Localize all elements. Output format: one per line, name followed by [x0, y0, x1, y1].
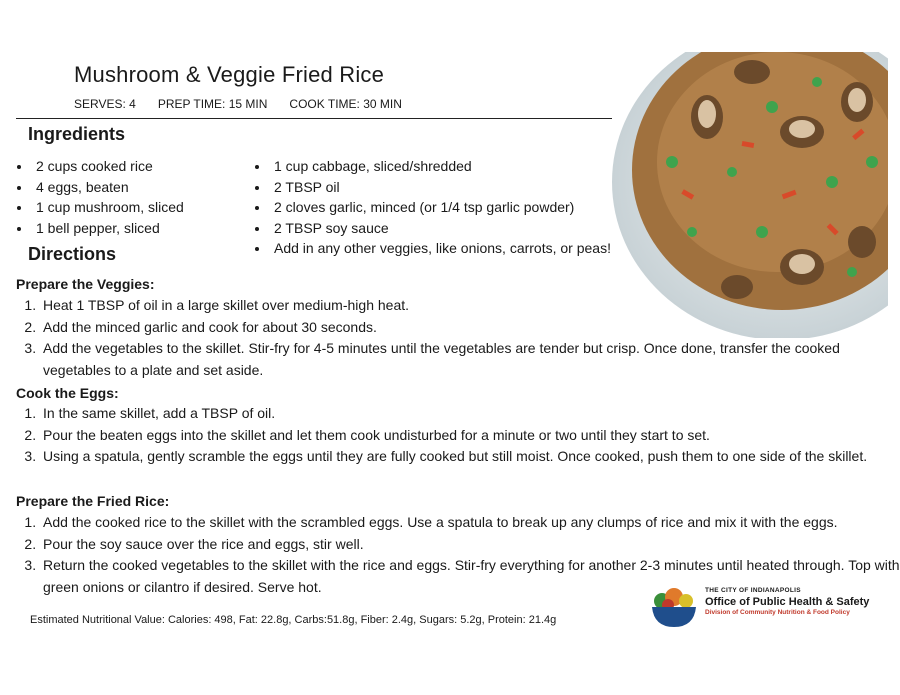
ingredients-list-right [254, 156, 660, 259]
list-item: 2. Pour the beaten eggs into the skillet and let them cook undisturbed for a minute or two until they start to set. [40, 425, 900, 447]
list-item: • 1 cup mushroom, sliced [32, 197, 262, 218]
city-logo [705, 587, 869, 616]
list-item: • 2 TBSP soy sauce [270, 218, 660, 239]
list-item: 2. Pour the soy sauce over the rice and eggs, stir well. [40, 534, 900, 556]
list-item: 3. Using a spatula, gently scramble the eggs until they are fully cooked but still moist. Once cooked, push them to one side of the skillet. [40, 446, 900, 468]
list-item: 3. Return the cooked vegetables to the skillet with the rice and eggs. Stir-fry everything for another 2-3 minutes until heated through. Top with green onions or cilantro if desired. Serve hot. [40, 555, 900, 598]
list-item: 1. Heat 1 TBSP of oil in a large skillet over medium-high heat. [40, 295, 880, 317]
list-item: • 2 cups cooked rice [32, 156, 262, 177]
city-logo-bowl-icon [648, 583, 700, 629]
list-item: • 2 TBSP oil [270, 177, 660, 198]
list-item: 1. Add the cooked rice to the skillet with the scrambled eggs. Use a spatula to break up any clumps of rice and mix it with the eggs. [40, 512, 900, 534]
logo-line-1: THE CITY OF INDIANAPOLIS [705, 587, 801, 594]
recipe-meta [74, 97, 402, 111]
steps-fried-rice [18, 512, 900, 598]
section-title: Prepare the Veggies: [16, 276, 155, 292]
logo-line-2: Office of Public Health & Safety [705, 596, 870, 609]
ingredients-list-left [16, 156, 262, 238]
list-item: • Add in any other veggies, like onions, carrots, or peas! [270, 238, 660, 259]
serves: SERVES: 4 [74, 97, 136, 111]
header-rule [16, 118, 612, 119]
list-item: 3. Add the vegetables to the skillet. Stir-fry for 4-5 minutes until the vegetables are tender but crisp. Once done, transfer the cooked vegetables to a plate and set aside. [40, 338, 880, 381]
steps-eggs [18, 403, 900, 468]
prep-time: PREP TIME: 15 MIN [157, 97, 268, 111]
directions-heading: Directions [28, 244, 117, 264]
logo-line-3: Division of Community Nutrition & Food Policy [705, 609, 850, 617]
nutrition-info: Estimated Nutritional Value: Calories: 498, Fat: 22.8g, Carbs:51.8g, Fiber: 2.4g, Sugars: 5.2g, Protein: 21.4g [30, 614, 557, 626]
list-item: 1. In the same skillet, add a TBSP of oil. [40, 403, 900, 425]
section-title: Cook the Eggs: [16, 385, 119, 401]
ingredients-heading: Ingredients [28, 124, 126, 144]
cook-time: COOK TIME: 30 MIN [289, 97, 402, 111]
list-item: • 1 cup cabbage, sliced/shredded [270, 156, 660, 177]
list-item: • 1 bell pepper, sliced [32, 218, 262, 239]
list-item: 2. Add the minced garlic and cook for about 30 seconds. [40, 317, 880, 339]
list-item: • 2 cloves garlic, minced (or 1/4 tsp garlic powder) [270, 197, 660, 218]
recipe-title: Mushroom & Veggie Fried Rice [74, 62, 385, 87]
list-item: • 4 eggs, beaten [32, 177, 262, 198]
section-title: Prepare the Fried Rice: [16, 493, 170, 509]
fried-rice-plate-image [612, 52, 888, 338]
